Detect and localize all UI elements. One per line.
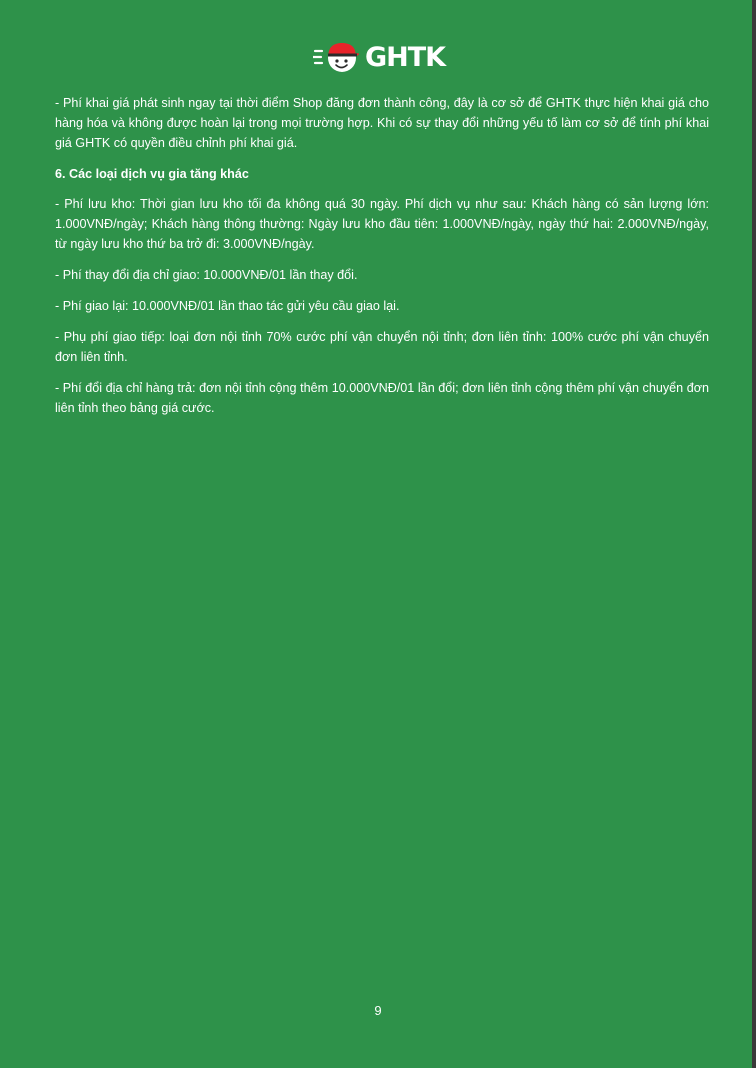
intro-paragraph: - Phí khai giá phát sinh ngay tại thời điểm Shop đăng đơn thành công, đây là cơ sở để GHTK thực hiện khai giá cho hàng hóa và không được hoàn lại trong mọi trường hợp. Khi có sự thay đổi những yếu tố làm cơ sở để tính phí khai giá GHTK có quyền điều chỉnh phí khai giá.: [55, 96, 709, 150]
document-body: [55, 93, 709, 429]
ghtk-logo: [313, 40, 453, 74]
list-item-storage-fee: - Phí lưu kho: Thời gian lưu kho tối đa không quá 30 ngày. Phí dịch vụ như sau: Khách hàng có sản lượng lớn: 1.000VNĐ/ngày; Khách hàng thông thường: Ngày lưu kho đầu tiên: 1.000VNĐ/ngày, ngày thứ hai: 2.000VNĐ/ngày, từ ngày lưu kho thứ ba trở đi: 3.000VNĐ/ngày.: [55, 197, 709, 251]
section-heading: 6. Các loại dịch vụ gia tăng khác: [55, 167, 249, 181]
list-item-delivery-surcharge: - Phụ phí giao tiếp: loại đơn nội tỉnh 70% cước phí vận chuyển nội tỉnh; đơn liên tỉnh: 100% cước phí vận chuyển đơn liên tỉnh.: [55, 330, 709, 364]
page-number: 9: [374, 1003, 382, 1018]
mascot-icon: [313, 40, 363, 74]
list-item-return-address-change-fee: - Phí đổi địa chỉ hàng trả: đơn nội tỉnh cộng thêm 10.000VNĐ/01 lần đổi; đơn liên tỉnh cộng thêm phí vận chuyển đơn liên tỉnh theo bảng giá cước.: [55, 381, 709, 415]
list-item-redelivery-fee: - Phí giao lại: 10.000VNĐ/01 lần thao tác gửi yêu cầu giao lại.: [55, 299, 400, 313]
logo-text: GHTK: [365, 41, 446, 73]
list-item-address-change-fee: - Phí thay đổi địa chỉ giao: 10.000VNĐ/01 lần thay đổi.: [55, 268, 358, 282]
page-edge: [752, 0, 756, 1068]
